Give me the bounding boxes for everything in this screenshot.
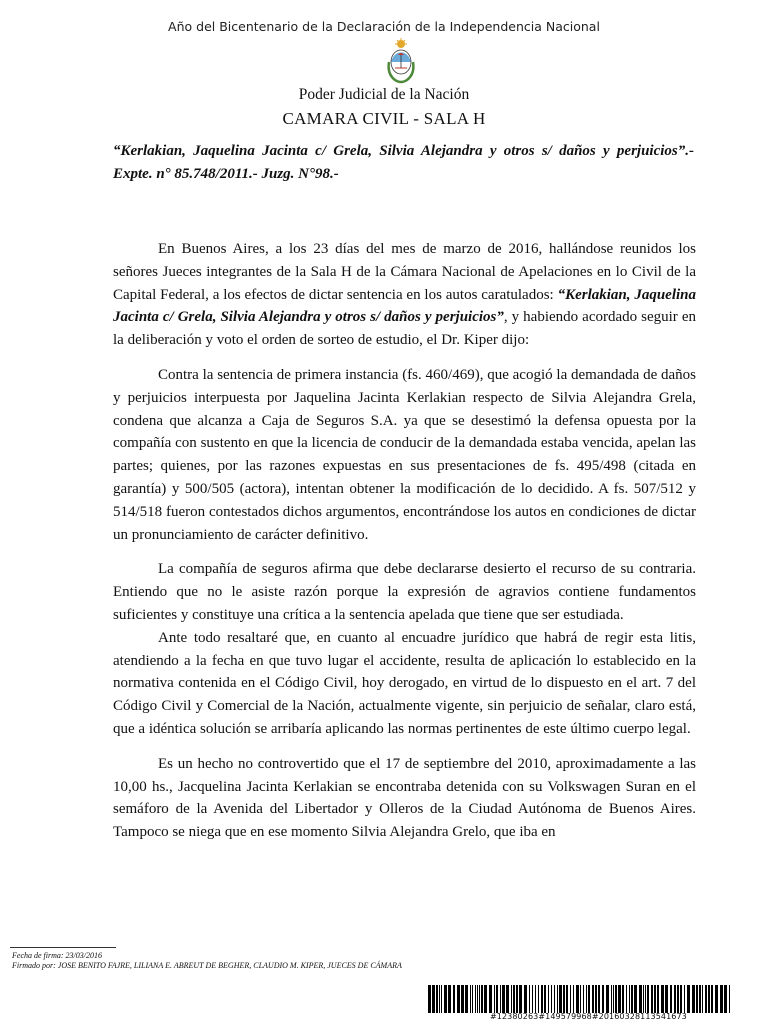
paragraph-5: Es un hecho no controvertido que el 17 de septiembre del 2010, aproximadamente a las 10,00 hs., Jacquelina Jacinta Kerlakian se encontraba detenida con su Volkswagen Suran en el semáforo de la Avenida del Libertador y Olleros de la Ciudad Autónoma de Buenos Aires. Tampoco se niega que en ese momento Silvia Alejandra Grelo, que iba en bbox=[113, 755, 696, 841]
chamber-title: CAMARA CIVIL - SALA H bbox=[282, 109, 486, 128]
footer-divider bbox=[10, 947, 116, 948]
case-title-inline: “Kerlakian, Jaquelina Jacinta c/ Grela, Silvia Alejandra y otros s/ daños y perjuicios” bbox=[113, 286, 696, 326]
paragraph-1-intro: En Buenos Aires, a los 23 días del mes de marzo de 2016, hallándose reunidos los señores Jueces integrantes de la Sala H de la Cámara Nacional de Apelaciones en lo Civil de la Capital Federal, a los efectos de dictar sentencia en los autos caratulados: bbox=[113, 241, 696, 303]
sun-icon bbox=[395, 38, 407, 48]
paragraph-4: Ante todo resaltaré que, en cuanto al encuadre jurídico que habrá de regir esta litis, atendiendo a la fecha en que tuvo lugar el accidente, resulta de aplicación lo establecido en la normativa contenida en el Código Civil, hoy derogado, en virtud de lo dispuesto en el art. 7 del Código Civil y Comercial de la Nación, actualmente vigente, sin perjuicio de señalar, claro está, que a idéntica solución se arribaría aplicando las normas pertinentes de este último cuerpo legal. bbox=[113, 629, 696, 737]
signed-by: Firmado por: JOSE BENITO FAJRE, LILIANA E. ABREUT DE BEGHER, CLAUDIO M. KIPER, JUECES DE CÁMARA bbox=[12, 961, 402, 970]
coat-of-arms-seal bbox=[385, 38, 417, 84]
paragraph-1-end: , y habiendo acordado seguir en la deliberación y voto el orden de sorteo de estudio, el Dr. Kiper dijo: bbox=[113, 309, 696, 349]
court-branch-title: Poder Judicial de la Nación bbox=[298, 86, 470, 103]
signature-date: Fecha de firma: 23/03/2016 bbox=[12, 951, 102, 960]
paragraph-2: Contra la sentencia de primera instancia (fs. 460/469), que acogió la demandada de daños y perjuicios interpuesta por Jaquelina Jacinta Kerlakian respecto de Silvia Alejandra Grela, condena que alcanza a Caja de Seguros S.A. ya que se desestimó la defensa opuesta por la compañía con sustento en que la licencia de conducir de la demandada estaba vencida, apelan las partes; quienes, por las razones expuestas en sus presentaciones de fs. 495/498 (citada en garantía) y 500/505 (actora), intentan obtener la modificación de lo decidido. A fs. 507/512 y 514/518 fueron contestados dichos argumentos, encontrándose los autos en condiciones de dictar un pronunciamiento de carácter definitivo. bbox=[113, 366, 696, 543]
case-caption: “Kerlakian, Jaquelina Jacinta c/ Grela, Silvia Alejandra y otros s/ daños y perjuicios”.- Expte. n° 85.748/2011.- Juzg. N°98.- bbox=[113, 143, 694, 182]
barcode bbox=[428, 985, 730, 1013]
paragraph-1 bbox=[113, 238, 696, 352]
barcode-number: #12380263#149579968#20160328113541673 bbox=[490, 1012, 687, 1021]
paragraph-3: La compañía de seguros afirma que debe declararse desierto el recurso de su contraria. Entiendo que no le asiste razón porque la expresión de agravios contiene fundamentos suficientes y constituye una crítica a la sentencia apelada que tiene que ser estudiada. bbox=[113, 561, 696, 623]
document-body bbox=[113, 238, 696, 844]
signature-footer bbox=[12, 951, 612, 971]
header-year-line: Año del Bicentenario de la Declaración de la Independencia Nacional bbox=[168, 19, 600, 34]
